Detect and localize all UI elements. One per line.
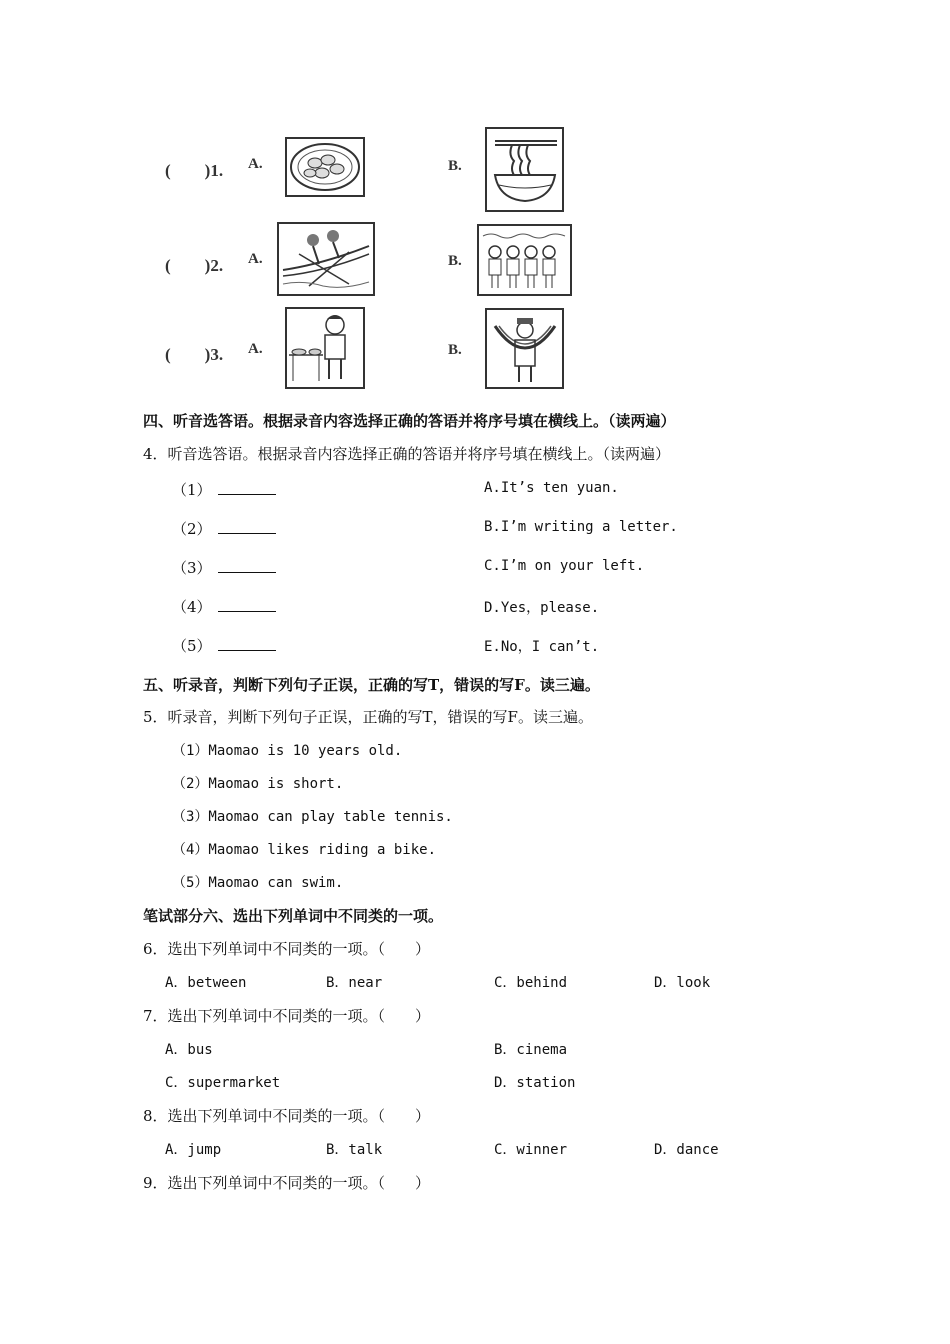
q7-option-a[interactable]: A．bus bbox=[165, 1042, 213, 1058]
section-4-heading: 四、听音选答语。根据录音内容选择正确的答语并将序号填在横线上。（读两遍） bbox=[143, 412, 676, 430]
question-8-stem: 8．选出下列单词中不同类的一项。（ ） bbox=[143, 1107, 431, 1125]
q5-statement-4: （4）Maomao likes riding a bike. bbox=[172, 842, 437, 858]
q4-item-1-number: （1） bbox=[172, 481, 212, 499]
children-group-image bbox=[477, 224, 572, 296]
q4-item-1 bbox=[172, 479, 276, 500]
q6-option-d[interactable]: D．look bbox=[654, 975, 711, 991]
question-4-stem: 4．听音选答语。根据录音内容选择正确的答语并将序号填在横线上。（读两遍） bbox=[143, 445, 671, 463]
q4-item-5-number: （5） bbox=[172, 637, 212, 655]
answer-blank-1[interactable] bbox=[218, 480, 276, 495]
question-3-option-b: B. bbox=[448, 342, 462, 358]
section-6-heading: 笔试部分六、选出下列单词中不同类的一项。 bbox=[143, 907, 444, 925]
question-1-option-b: B. bbox=[448, 158, 462, 174]
question-5-stem: 5．听录音，判断下列句子正误，正确的写T，错误的写F。读三遍。 bbox=[143, 708, 593, 726]
q8-option-d[interactable]: D．dance bbox=[654, 1142, 719, 1158]
question-2-option-b: B. bbox=[448, 253, 462, 269]
q4-answer-c: C.I’m on your left. bbox=[484, 558, 645, 574]
answer-blank-4[interactable] bbox=[218, 597, 276, 612]
boy-eating-image bbox=[285, 307, 365, 389]
q6-option-b[interactable]: B．near bbox=[326, 975, 383, 991]
q4-item-3 bbox=[172, 557, 276, 578]
q7-option-d[interactable]: D．station bbox=[494, 1075, 576, 1091]
q5-statement-3: （3）Maomao can play table tennis. bbox=[172, 809, 453, 825]
q4-answer-d: D.Yes，please. bbox=[484, 600, 600, 616]
q7-option-c[interactable]: C．supermarket bbox=[165, 1075, 281, 1091]
q7-option-b[interactable]: B．cinema bbox=[494, 1042, 568, 1058]
question-2-label: ( )2. bbox=[165, 256, 224, 275]
q4-item-3-number: （3） bbox=[172, 559, 212, 577]
q8-option-b[interactable]: B．talk bbox=[326, 1142, 383, 1158]
q5-statement-2: （2）Maomao is short. bbox=[172, 776, 344, 792]
q4-answer-a: A.It’s ten yuan. bbox=[484, 480, 619, 496]
section-5-heading: 五、听录音，判断下列句子正误，正确的写T，错误的写F。读三遍。 bbox=[143, 676, 600, 694]
q6-option-a[interactable]: A．between bbox=[165, 975, 247, 991]
answer-blank-3[interactable] bbox=[218, 558, 276, 573]
question-1-label: ( )1. bbox=[165, 161, 224, 180]
question-3-option-a: A. bbox=[248, 341, 263, 357]
question-7-stem: 7．选出下列单词中不同类的一项。（ ） bbox=[143, 1007, 431, 1025]
q8-option-a[interactable]: A．jump bbox=[165, 1142, 222, 1158]
dumplings-plate-image bbox=[285, 137, 365, 197]
man-mooncake-image bbox=[485, 308, 564, 389]
noodles-bowl-image bbox=[485, 127, 564, 212]
q5-statement-1: （1）Maomao is 10 years old. bbox=[172, 743, 403, 759]
q4-item-4 bbox=[172, 596, 276, 617]
q4-answer-b: B.I’m writing a letter. bbox=[484, 519, 678, 535]
dragon-boat-image bbox=[277, 222, 375, 296]
question-1-option-a: A. bbox=[248, 156, 263, 172]
answer-blank-2[interactable] bbox=[218, 519, 276, 534]
q4-item-2-number: （2） bbox=[172, 520, 212, 538]
question-6-stem: 6．选出下列单词中不同类的一项。（ ） bbox=[143, 940, 431, 958]
q8-option-c[interactable]: C．winner bbox=[494, 1142, 568, 1158]
q4-item-5 bbox=[172, 635, 276, 656]
q4-answer-e: E.No，I can’t. bbox=[484, 639, 600, 655]
question-3-label: ( )3. bbox=[165, 345, 224, 364]
question-2-option-a: A. bbox=[248, 251, 263, 267]
question-9-stem: 9．选出下列单词中不同类的一项。（ ） bbox=[143, 1174, 431, 1192]
answer-blank-5[interactable] bbox=[218, 636, 276, 651]
q4-item-4-number: （4） bbox=[172, 598, 212, 616]
q6-option-c[interactable]: C．behind bbox=[494, 975, 568, 991]
q4-item-2 bbox=[172, 518, 276, 539]
q5-statement-5: （5）Maomao can swim. bbox=[172, 875, 344, 891]
